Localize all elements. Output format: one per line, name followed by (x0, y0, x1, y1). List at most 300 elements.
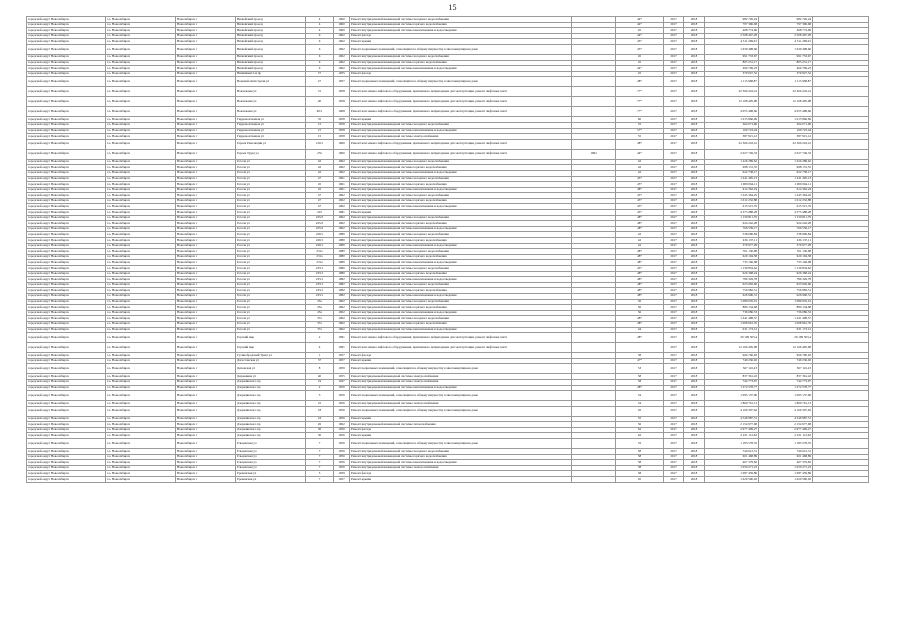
cell-street: Гоголя ул (236, 170, 306, 176)
cell-district: г.о. Новосибирск (106, 379, 176, 385)
cell-built-year: 1982 (334, 293, 350, 299)
cell-house-number: 233/1 (306, 266, 334, 272)
cell-cost-total: 924 242,28 (705, 221, 759, 227)
cell-street: Вилюйский проезд (236, 22, 306, 28)
cell-cost-fund: 926 368,24 (759, 271, 813, 277)
cell-cost-total: 29 199 503,4 (705, 333, 759, 343)
cell-cost-fund: 744 773,97 (759, 379, 813, 385)
cell-house-number: 40 (306, 374, 334, 380)
cell-end-year: 2018 (684, 28, 705, 34)
cell-house-number: 7 (306, 465, 334, 471)
cell-work-type: Ремонт внутридомовой инженерной системы холодного водоснабжения (350, 122, 572, 128)
cell-street: Ереванская ул (236, 471, 306, 477)
cell-house-number: 40/1 (306, 107, 334, 117)
cell-end-year: 2018 (684, 364, 705, 374)
cell-locality: Новосибирск г (176, 327, 236, 333)
cell-work-type: Ремонт внутридомовой инженерной системы электроснабжения (350, 374, 572, 380)
cell-start-year: 2017 (664, 353, 684, 359)
cell-house-number: 35 (306, 117, 334, 123)
cell-built-year: 1962 (334, 39, 350, 45)
cell-work-type: Ремонт внутридомовой инженерной системы холодного водоснабжения (350, 193, 572, 199)
cell-built-year: 1962 (334, 422, 350, 428)
cell-start-year: 2017 (664, 471, 684, 477)
cell-start-year: 2017 (664, 221, 684, 227)
cell-start-year: 2017 (664, 39, 684, 45)
cell-built-year: 1956 (334, 406, 350, 416)
cell-built-year: 1962 (334, 66, 350, 72)
cell-cost-fund: 538 096,84 (759, 232, 813, 238)
cell-built-year: 1956 (334, 454, 350, 460)
cell-municipality: городской округ Новосибирск (27, 149, 106, 159)
cell-cost-total: 1 139 834,62 (705, 266, 759, 272)
cell-municipality: городской округ Новосибирск (27, 44, 106, 54)
cell-end-year: 2018 (684, 471, 705, 477)
cell-built-year: 1960 (334, 28, 350, 34)
cell-start-year: 2017 (664, 465, 684, 471)
cell-locality: Новосибирск г (176, 226, 236, 232)
cell-wear: 58 (616, 454, 664, 460)
cell-cost-fund: 379 977,28 (759, 243, 813, 249)
cell-wear: 48* (616, 316, 664, 322)
cell-work-type: Ремонт или замена лифтового оборудования, признанного непригодным для эксплуатации, ремонт лифтовых шахт (350, 107, 572, 117)
cell-end-year: 2018 (684, 60, 705, 66)
cell-cost-fund: 620 194,58 (759, 254, 813, 260)
cell-street: Гоголя ул (236, 187, 306, 193)
cell-street: Вилюйский проезд (236, 54, 306, 60)
cell-cost-fund: 998 131,55 (759, 165, 813, 171)
cell-locality: Новосибирск г (176, 282, 236, 288)
cell-municipality: городской округ Новосибирск (27, 60, 106, 66)
cell-built-year: 1960 (334, 149, 350, 159)
cell-district: г.о. Новосибирск (106, 449, 176, 455)
cell-municipality: городской округ Новосибирск (27, 465, 106, 471)
cell-wear: 58 (616, 460, 664, 466)
cell-district: г.о. Новосибирск (106, 60, 176, 66)
cell-house-number: 47 (306, 198, 334, 204)
cell-municipality: городской округ Новосибирск (27, 422, 106, 428)
cell-start-year: 2017 (664, 107, 684, 117)
cell-wear: 44* (616, 66, 664, 72)
cell-street: Дзержинского пр (236, 416, 306, 422)
cell-cost-total: 614 362,24 (705, 187, 759, 193)
cell-cost-total: 733 166,08 (705, 260, 759, 266)
cell-end-year: 2018 (684, 460, 705, 466)
cell-cost-total: 1 241 498,57 (705, 316, 759, 322)
cell-municipality: городской округ Новосибирск (27, 406, 106, 416)
cell-municipality: городской округ Новосибирск (27, 226, 106, 232)
cell-wear: 42 (616, 170, 664, 176)
cell-work-type: Ремонт внутридомовой инженерной системы холодного водоснабжения (350, 159, 572, 165)
cell-municipality: городской округ Новосибирск (27, 254, 106, 260)
cell-cost-fund: 601 468,89 (759, 454, 813, 460)
cell-house-number: 31 (306, 87, 334, 97)
cell-house-number: 225 (306, 210, 334, 216)
cell-house-number: 42 (306, 170, 334, 176)
cell-start-year: 2017 (664, 305, 684, 311)
table-row (27, 439, 869, 449)
cell-end-year: 2018 (684, 17, 705, 23)
cell-house-number: 57 (306, 71, 334, 77)
cell-end-year: 2018 (684, 260, 705, 266)
cell-start-year: 2017 (664, 310, 684, 316)
cell-end-year: 2018 (684, 139, 705, 149)
cell-start-year: 2017 (664, 176, 684, 182)
cell-cost-fund: 1 620 590,02 (759, 477, 813, 483)
cell-built-year: 1962 (334, 33, 350, 39)
cell-district: г.о. Новосибирск (106, 321, 176, 327)
cell-work-type: Ремонт подвальных помещений, относящихся к общему имуществу в многоквартирном доме (350, 406, 572, 416)
cell-cost-total: 467 379,82 (705, 460, 759, 466)
cell-wear: 62 (616, 433, 664, 439)
cell-wear: 47* (616, 358, 664, 364)
cell-house-number: 47 (306, 176, 334, 182)
table-row (27, 149, 869, 159)
cell-municipality: городской округ Новосибирск (27, 210, 106, 216)
cell-municipality: городской округ Новосибирск (27, 271, 106, 277)
cell-wear: 77* (616, 97, 664, 107)
cell-work-type: Ремонт фасада (350, 471, 572, 477)
cell-district: г.о. Новосибирск (106, 401, 176, 407)
cell-cost-fund: 1 245 364,45 (759, 193, 813, 199)
cell-wear: 48* (616, 282, 664, 288)
cell-cost-fund: 1 087 459,89 (759, 471, 813, 477)
cell-start-year: 2017 (664, 170, 684, 176)
cell-work-type: Ремонт внутридомовой инженерной системы горячего водоснабжения (350, 198, 572, 204)
cell-cost-total: 1 860 761,13 (705, 401, 759, 407)
cell-built-year: 1962 (334, 215, 350, 221)
cell-work-type: Ремонт крыши (350, 416, 572, 422)
cell-district: г.о. Новосибирск (106, 353, 176, 359)
cell-house-number: 229/1 (306, 243, 334, 249)
cell-locality: Новосибирск г (176, 39, 236, 45)
cell-cost-fund: 367 116,23 (759, 364, 813, 374)
cell-street: Гоголя ул (236, 327, 306, 333)
cell-wear: 56 (616, 305, 664, 311)
cell-start-year: 2017 (664, 416, 684, 422)
cell-cost-fund: 837 361,43 (759, 374, 813, 380)
cell-wear: 56 (616, 299, 664, 305)
cell-municipality: городской округ Новосибирск (27, 305, 106, 311)
cell-municipality: городской округ Новосибирск (27, 238, 106, 244)
cell-extra-year (572, 406, 616, 416)
cell-cost-fund: 468 774,96 (759, 28, 813, 34)
cell-wear: 42 (616, 243, 664, 249)
cell-municipality: городской округ Новосибирск (27, 249, 106, 255)
cell-cost-total: 749 236,92 (705, 358, 759, 364)
cell-district: г.о. Новосибирск (106, 159, 176, 165)
cell-built-year: 1980 (334, 232, 350, 238)
cell-cost-fund: 761 130,98 (759, 249, 813, 255)
cell-spacer (813, 364, 869, 374)
cell-street: Дзержинского пр (236, 401, 306, 407)
cell-street: Гоголя ул (236, 288, 306, 294)
cell-wear: 60 (616, 117, 664, 123)
cell-municipality: городской округ Новосибирск (27, 204, 106, 210)
cell-cost-fund: 1 226 289,62 (759, 159, 813, 165)
cell-wear: 48* (616, 260, 664, 266)
cell-municipality: городской округ Новосибирск (27, 260, 106, 266)
cell-locality: Новосибирск г (176, 238, 236, 244)
cell-built-year: 1962 (334, 310, 350, 316)
cell-house-number: 7 (306, 439, 334, 449)
cell-house-number: 4 (306, 17, 334, 23)
cell-start-year: 2017 (664, 316, 684, 322)
cell-end-year: 2018 (684, 299, 705, 305)
cell-wear: 55 (616, 122, 664, 128)
cell-locality: Новосибирск г (176, 353, 236, 359)
cell-house-number: 30 (306, 427, 334, 433)
cell-cost-fund: 12 168 495,98 (759, 97, 813, 107)
cell-municipality: городской округ Новосибирск (27, 117, 106, 123)
cell-municipality: городской округ Новосибирск (27, 293, 106, 299)
cell-start-year: 2017 (664, 439, 684, 449)
cell-spacer (813, 343, 869, 353)
cell-end-year: 2018 (684, 97, 705, 107)
cell-house-number: 2 (306, 385, 334, 391)
cell-extra-year (572, 97, 616, 107)
cell-start-year: 2017 (664, 454, 684, 460)
cell-work-type: Ремонт внутридомовой инженерной системы горячего водоснабжения (350, 271, 572, 277)
cell-built-year: 1956 (334, 391, 350, 401)
cell-locality: Новосибирск г (176, 449, 236, 455)
cell-street: Вилюйский проезд (236, 66, 306, 72)
cell-house-number: 15 (306, 128, 334, 134)
cell-work-type: Ремонт внутридомовой инженерной системы канализования и водоотведения (350, 170, 572, 176)
cell-end-year: 2018 (684, 406, 705, 416)
cell-work-type: Ремонт крыши (350, 210, 572, 216)
cell-locality: Новосибирск г (176, 87, 236, 97)
cell-built-year: 1956 (334, 460, 350, 466)
cell-locality: Новосибирск г (176, 182, 236, 188)
cell-municipality: городской округ Новосибирск (27, 391, 106, 401)
cell-street: Ельцовская ул (236, 465, 306, 471)
cell-street: Ельцовская ул (236, 454, 306, 460)
cell-street: Дзержинского пр (236, 433, 306, 439)
cell-work-type: Ремонт внутридомовой инженерной системы холодного водоснабжения (350, 176, 572, 182)
cell-street: Гидромонтажная ул (236, 134, 306, 140)
cell-locality: Новосибирск г (176, 299, 236, 305)
cell-street: Дзержинского пр (236, 391, 306, 401)
cell-house-number: 47 (306, 204, 334, 210)
cell-street: Дзержинского пр (236, 422, 306, 428)
cell-street: Вокзальная ул (236, 107, 306, 117)
cell-end-year: 2018 (684, 427, 705, 433)
cell-house-number: 4 (306, 22, 334, 28)
cell-house-number: 45 (306, 182, 334, 188)
cell-built-year: 1960 (334, 139, 350, 149)
cell-house-number: 1 (306, 353, 334, 359)
cell-district: г.о. Новосибирск (106, 22, 176, 28)
cell-street: Державина ул (236, 374, 306, 380)
cell-locality: Новосибирск г (176, 97, 236, 107)
cell-house-number: 6 (306, 44, 334, 54)
cell-start-year: 2017 (664, 44, 684, 54)
cell-work-type: Ремонт внутридомовой инженерной системы канализования и водоотведения (350, 327, 572, 333)
cell-end-year: 2018 (684, 22, 705, 28)
cell-municipality: городской округ Новосибирск (27, 28, 106, 34)
cell-extra-year (572, 333, 616, 343)
cell-wear: 48* (616, 293, 664, 299)
cell-district: г.о. Новосибирск (106, 77, 176, 87)
cell-house-number: 4 (306, 28, 334, 34)
cell-municipality: городской округ Новосибирск (27, 165, 106, 171)
cell-work-type: Ремонт или замена лифтового оборудования, признанного непригодным для эксплуатации, ремонт лифтовых шахт (350, 97, 572, 107)
cell-cost-fund: 736 086,53 (759, 310, 813, 316)
cell-locality: Новосибирск г (176, 254, 236, 260)
cell-locality: Новосибирск г (176, 221, 236, 227)
cell-spacer (813, 97, 869, 107)
cell-work-type: Ремонт внутридомовой инженерной системы теплоснабжения (350, 422, 572, 428)
cell-house-number: 7 (306, 449, 334, 455)
cell-start-year: 2017 (664, 238, 684, 244)
cell-start-year: 2017 (664, 391, 684, 401)
cell-street: Гоголя ул (236, 282, 306, 288)
table-row (27, 406, 869, 416)
cell-wear: 42 (616, 165, 664, 171)
table-row (27, 343, 869, 353)
cell-street: Гоголя ул (236, 232, 306, 238)
cell-locality: Новосибирск г (176, 232, 236, 238)
cell-locality: Новосибирск г (176, 170, 236, 176)
cell-start-year: 2017 (664, 254, 684, 260)
cell-cost-fund: 4 311 269,91 (759, 39, 813, 45)
cell-end-year: 2018 (684, 122, 705, 128)
cell-house-number: 231а (306, 254, 334, 260)
cell-cost-fund: 786 329,78 (759, 277, 813, 283)
cell-municipality: городской округ Новосибирск (27, 282, 106, 288)
cell-cost-fund: 4 549 987,51 (759, 416, 813, 422)
cell-district: г.о. Новосибирск (106, 66, 176, 72)
cell-wear: 57* (616, 128, 664, 134)
cell-wear: 48* (616, 139, 664, 149)
cell-extra-year (572, 44, 616, 54)
cell-district: г.о. Новосибирск (106, 33, 176, 39)
cell-cost-total: 4 373 488,28 (705, 210, 759, 216)
cell-district: г.о. Новосибирск (106, 97, 176, 107)
cell-extra-year: 1992 (572, 149, 616, 159)
cell-wear: 42 (616, 238, 664, 244)
cell-wear: 48* (616, 226, 664, 232)
cell-cost-total: 736 086,53 (705, 310, 759, 316)
cell-cost-fund: 923 602,66 (759, 282, 813, 288)
cell-municipality: городской округ Новосибирск (27, 427, 106, 433)
cell-cost-fund: 12 166 495,98 (759, 343, 813, 353)
cell-cost-fund: 1 008 961,35 (759, 321, 813, 327)
cell-cost-total: 468 774,96 (705, 28, 759, 34)
cell-start-year: 2017 (664, 128, 684, 134)
cell-street: Вилюйский проезд (236, 28, 306, 34)
cell-built-year: 1960 (334, 22, 350, 28)
cell-cost-total: 1 015 866,69 (705, 117, 759, 123)
cell-cost-total: 615 515,76 (705, 204, 759, 210)
cell-district: г.о. Новосибирск (106, 107, 176, 117)
cell-street: Гоголя ул (236, 321, 306, 327)
cell-wear: 54 (616, 401, 664, 407)
cell-locality: Новосибирск г (176, 204, 236, 210)
cell-cost-total: 622 738,17 (705, 170, 759, 176)
cell-extra-year (572, 439, 616, 449)
cell-end-year: 2018 (684, 187, 705, 193)
cell-street: Гоголя ул (236, 277, 306, 283)
cell-locality: Новосибирск г (176, 439, 236, 449)
cell-built-year: 1980 (334, 243, 350, 249)
cell-spacer (813, 44, 869, 54)
cell-cost-fund: 1 115 968,87 (759, 77, 813, 87)
cell-district: г.о. Новосибирск (106, 187, 176, 193)
cell-locality: Новосибирск г (176, 243, 236, 249)
cell-end-year: 2018 (684, 439, 705, 449)
cell-house-number: 37а (306, 321, 334, 327)
cell-house-number: 233/1 (306, 293, 334, 299)
cell-start-year: 2017 (664, 122, 684, 128)
cell-locality: Новосибирск г (176, 128, 236, 134)
cell-work-type: Ремонт внутридомовой инженерной системы горячего водоснабжения (350, 182, 572, 188)
cell-wear: 48* (616, 77, 664, 87)
cell-built-year: 1980 (334, 266, 350, 272)
cell-start-year: 2017 (664, 477, 684, 483)
cell-work-type: Ремонт фасада (350, 427, 572, 433)
cell-cost-fund: 1 860 761,13 (759, 401, 813, 407)
cell-street: Ельцовская ул (236, 439, 306, 449)
cell-locality: Новосибирск г (176, 477, 236, 483)
cell-street: Деповская ул (236, 364, 306, 374)
cell-district: г.о. Новосибирск (106, 232, 176, 238)
cell-start-year: 2017 (664, 54, 684, 60)
cell-built-year: 1955 (334, 71, 350, 77)
cell-built-year: 1962 (334, 321, 350, 327)
cell-built-year: 1955 (334, 374, 350, 380)
cell-start-year: 2017 (664, 232, 684, 238)
cell-wear: 48* (616, 249, 664, 255)
cell-wear: 48* (616, 215, 664, 221)
cell-wear: 45 (616, 406, 664, 416)
cell-built-year: 1958 (334, 117, 350, 123)
cell-municipality: городской округ Новосибирск (27, 439, 106, 449)
cell-cost-total: 601 468,89 (705, 454, 759, 460)
cell-cost-fund: 1 639 498,66 (759, 44, 813, 54)
cell-house-number: 42 (306, 159, 334, 165)
cell-built-year: 1968 (334, 107, 350, 117)
cell-start-year: 2017 (664, 271, 684, 277)
cell-end-year: 2018 (684, 54, 705, 60)
cell-locality: Новосибирск г (176, 215, 236, 221)
cell-end-year: 2018 (684, 176, 705, 182)
cell-locality: Новосибирск г (176, 364, 236, 374)
cell-work-type: Ремонт внутридомовой инженерной системы электроснабжения (350, 401, 572, 407)
cell-municipality: городской округ Новосибирск (27, 128, 106, 134)
cell-work-type: Ремонт внутридомовой инженерной системы холодного водоснабжения (350, 54, 572, 60)
cell-end-year: 2018 (684, 193, 705, 199)
cell-street: Гоголя ул (236, 226, 306, 232)
cell-cost-fund: 1 241 495,13 (759, 176, 813, 182)
cell-street: Дзержинского пр (236, 427, 306, 433)
cell-end-year: 2018 (684, 71, 705, 77)
cell-locality: Новосибирск г (176, 139, 236, 149)
cell-municipality: городской округ Новосибирск (27, 243, 106, 249)
cell-district: г.о. Новосибирск (106, 266, 176, 272)
cell-street: Гоголя ул (236, 193, 306, 199)
cell-cost-total: 982 726,24 (705, 17, 759, 23)
cell-house-number: 6 (306, 33, 334, 39)
cell-cost-total: 538 096,84 (705, 232, 759, 238)
cell-locality: Новосибирск г (176, 358, 236, 364)
cell-street: Ельцовская ул (236, 460, 306, 466)
cell-cost-total: 1 639 498,66 (705, 44, 759, 54)
cell-house-number: 30 (306, 433, 334, 439)
table-row (27, 107, 869, 117)
cell-municipality: городской округ Новосибирск (27, 277, 106, 283)
cell-built-year: 1958 (334, 97, 350, 107)
